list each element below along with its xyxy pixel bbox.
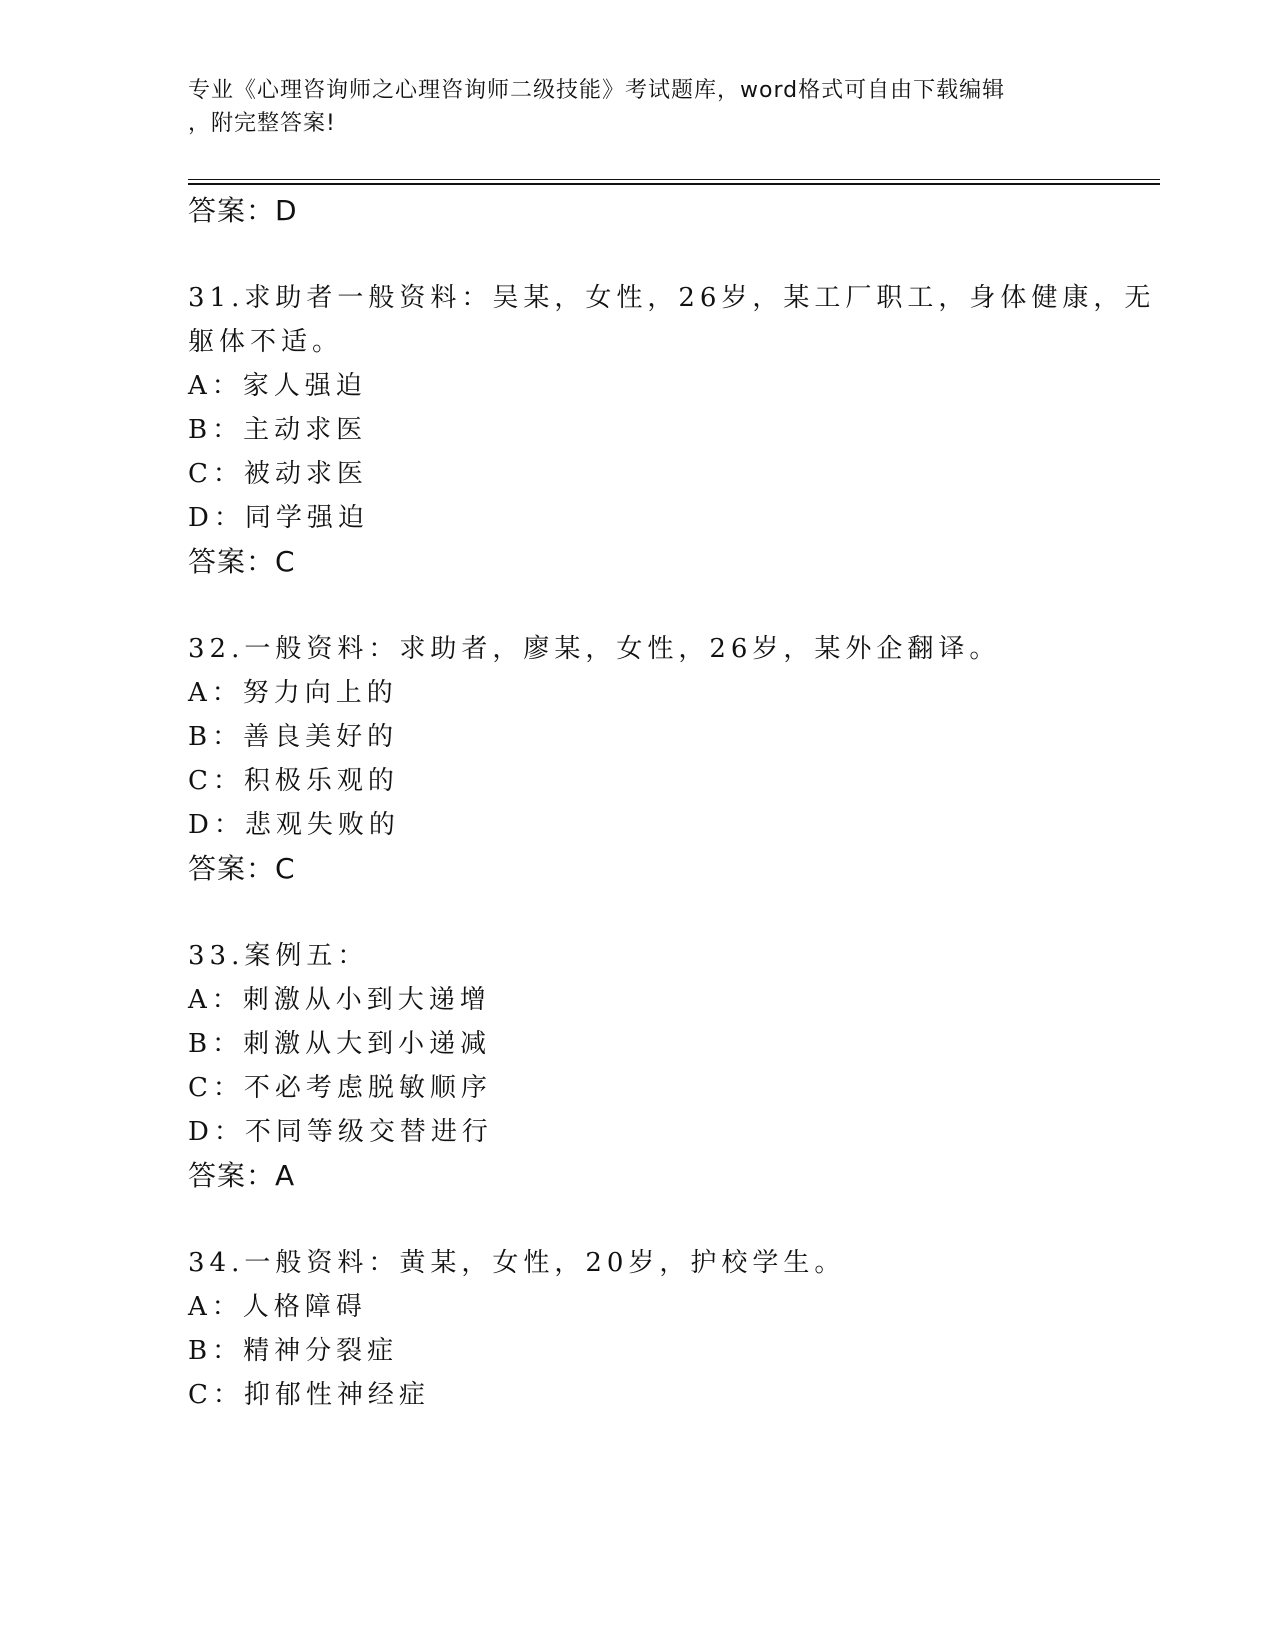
header-line-1: 专业《心理咨询师之心理咨询师二级技能》考试题库，word格式可自由下载编辑 (188, 78, 1006, 103)
header-rule-top (188, 179, 1160, 180)
question-33-answer: 答案：A (188, 1159, 296, 1192)
question-32-option-c: C：积极乐观的 (188, 766, 399, 796)
question-31-option-a: A：家人强迫 (188, 371, 367, 401)
document-header (188, 74, 1088, 140)
previous-answer: 答案：D (188, 194, 298, 227)
question-31-option-c: C：被动求医 (188, 459, 368, 489)
question-33-option-a: A：刺激从小到大递增 (188, 985, 491, 1015)
question-32-answer: 答案：C (188, 852, 296, 885)
question-31-option-b: B：主动求医 (188, 415, 368, 445)
question-32-option-a: A：努力向上的 (188, 678, 398, 708)
question-32-stem: 32.一般资料：求助者，廖某，女性，26岁，某外企翻译。 (188, 634, 1001, 664)
question-32-option-b: B：善良美好的 (188, 722, 399, 752)
question-34-stem: 34.一般资料：黄某，女性，20岁，护校学生。 (188, 1248, 846, 1278)
header-rule-bottom (188, 183, 1160, 185)
question-34-option-c: C：抑郁性神经症 (188, 1380, 430, 1410)
question-31-stem-line-2: 躯体不适。 (188, 327, 344, 357)
question-33-option-c: C：不必考虑脱敏顺序 (188, 1073, 492, 1103)
question-33-option-b: B：刺激从大到小递减 (188, 1029, 492, 1059)
question-32-option-d: D：悲观失败的 (188, 810, 400, 840)
question-33-option-d: D：不同等级交替进行 (188, 1117, 493, 1147)
question-34-option-b: B：精神分裂症 (188, 1336, 399, 1366)
question-31-option-d: D：同学强迫 (188, 503, 369, 533)
question-31-stem-line-1: 31.求助者一般资料：吴某，女性，26岁，某工厂职工，身体健康，无 (188, 283, 1156, 313)
header-line-2: ，附完整答案! (188, 111, 336, 136)
question-33-stem: 33.案例五： (188, 941, 369, 971)
question-34-option-a: A：人格障碍 (188, 1292, 367, 1322)
question-31-answer: 答案：C (188, 545, 296, 578)
